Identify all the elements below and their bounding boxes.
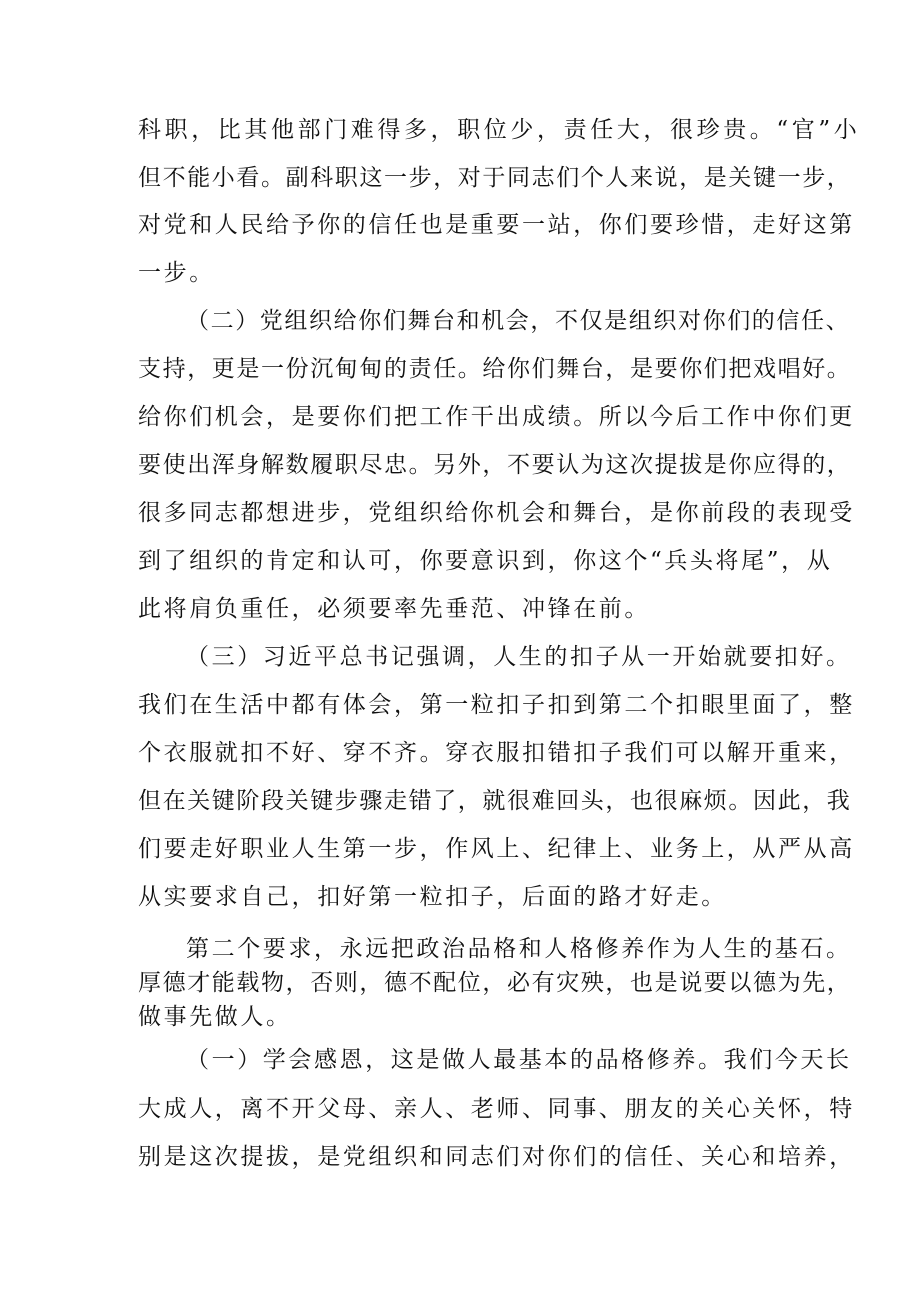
paragraph-line: （二）党组织给你们舞台和机会，不仅是组织对你们的信任、 <box>186 308 851 334</box>
paragraph-line: （一）学会感恩，这是做人最基本的品格修养。我们今天长 <box>186 1047 852 1073</box>
paragraph-line: 从实要求自己，扣好第一粒扣子，后面的路才好走。 <box>138 884 727 910</box>
paragraph-line: 们要走好职业人生第一步，作风上、纪律上、业务上，从严从高 <box>138 836 855 862</box>
paragraph-line: 支持，更是一份沉甸甸的责任。给你们舞台，是要你们把戏唱好。 <box>138 356 852 382</box>
paragraph-line: 但不能小看。副科职这一步，对于同志们个人来说，是关键一步， <box>138 165 852 191</box>
paragraph-line: （三）习近平总书记强调，人生的扣子从一开始就要扣好。 <box>186 644 852 670</box>
paragraph-line: 做事先做人。 <box>138 1004 292 1030</box>
paragraph-line: 别是这次提拔，是党组织和同志们对你们的信任、关心和培养， <box>138 1144 855 1170</box>
paragraph-line: 给你们机会，是要你们把工作干出成绩。所以今后工作中你们更 <box>138 404 855 430</box>
paragraph-line: 但在关键阶段关键步骤走错了，就很难回头，也很麻烦。因此，我 <box>138 788 852 814</box>
paragraph-line: 厚德才能载物，否则，德不配位，必有灾殃，也是说要以德为先， <box>138 970 852 996</box>
paragraph-line: 对党和人民给予你的信任也是重要一站，你们要珍惜，走好这第 <box>138 212 855 238</box>
paragraph-line: 大成人，离不开父母、亲人、老师、同事、朋友的关心关怀，特 <box>138 1096 855 1122</box>
paragraph-line: 第二个要求，永远把政治品格和人格修养作为人生的基石。 <box>186 936 852 962</box>
paragraph-line: 一步。 <box>138 260 215 286</box>
paragraph-line: 很多同志都想进步，党组织给你机会和舞台，是你前段的表现受 <box>138 500 855 526</box>
paragraph-line: 我们在生活中都有体会，第一粒扣子扣到第二个扣眼里面了，整 <box>138 692 855 718</box>
paragraph-line: 到了组织的肯定和认可，你要意识到，你这个“兵头将尾”，从 <box>138 548 833 574</box>
paragraph-line: 科职，比其他部门难得多，职位少，责任大，很珍贵。“官”小 <box>138 117 861 143</box>
paragraph-line: 个衣服就扣不好、穿不齐。穿衣服扣错扣子我们可以解开重来， <box>138 740 855 766</box>
paragraph-line: 要使出浑身解数履职尽忠。另外，不要认为这次提拔是你应得的， <box>138 452 852 478</box>
paragraph-line: 此将肩负重任，必须要率先垂范、冲锋在前。 <box>138 596 650 622</box>
